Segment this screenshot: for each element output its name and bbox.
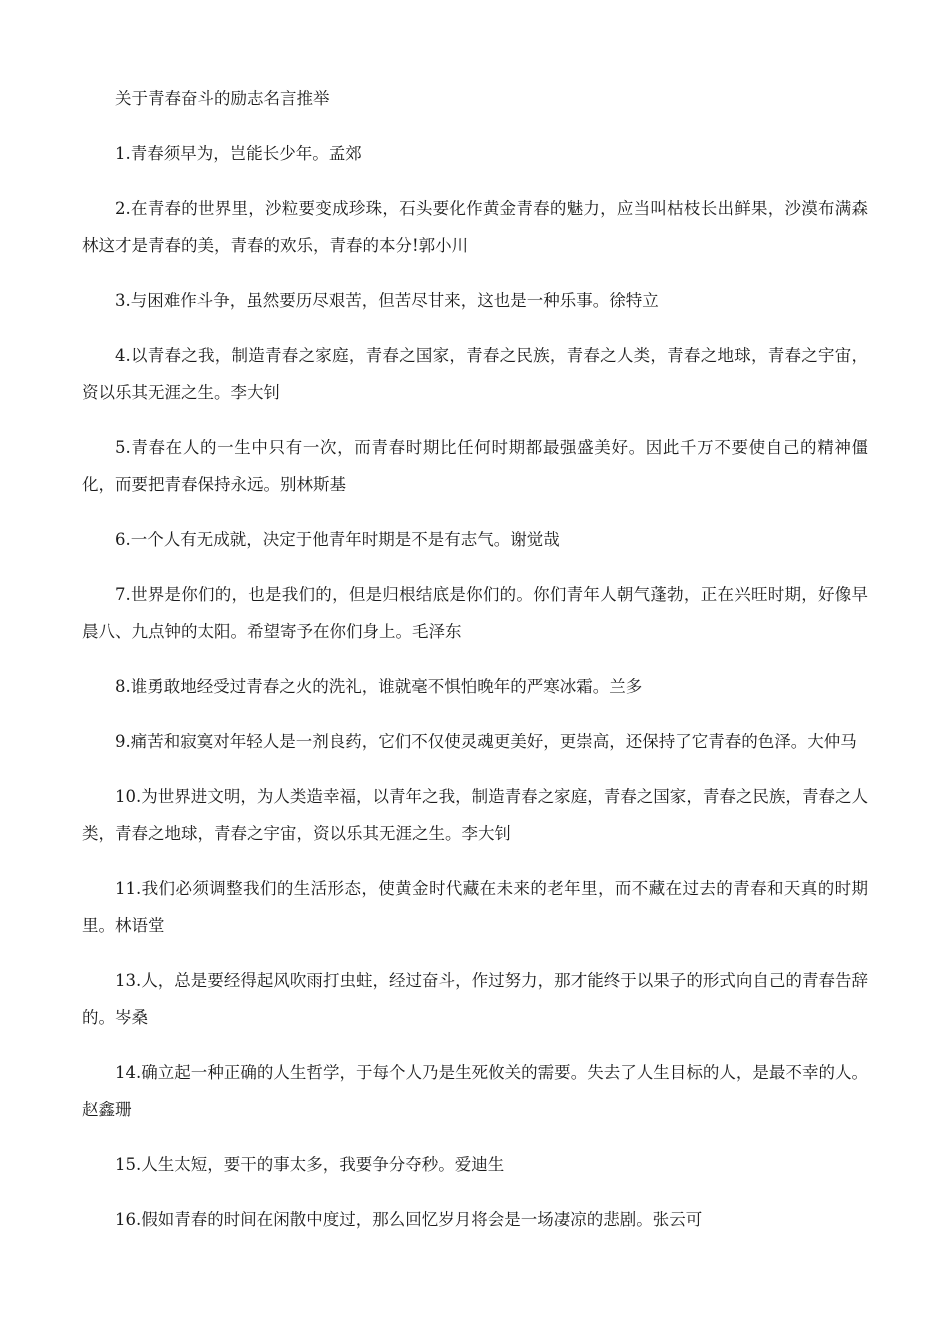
quote-9: 9.痛苦和寂寞对年轻人是一剂良药，它们不仅使灵魂更美好，更崇高，还保持了它青春的色泽。大仲马 bbox=[115, 732, 857, 751]
quote-7: 7.世界是你们的，也是我们的，但是归根结底是你们的。你们青年人朝气蓬勃，正在兴旺时期，好像早晨八、九点钟的太阳。希望寄予在你们身上。毛泽东 bbox=[82, 585, 868, 641]
quote-8: 8.谁勇敢地经受过青春之火的洗礼，谁就毫不惧怕晚年的严寒冰霜。兰多 bbox=[115, 677, 643, 696]
quote-6: 6.一个人有无成就，决定于他青年时期是不是有志气。谢觉哉 bbox=[115, 530, 560, 549]
quote-1: 1.青春须早为，岂能长少年。孟郊 bbox=[115, 144, 362, 163]
quote-14: 14.确立起一种正确的人生哲学，于每个人乃是生死攸关的需要。失去了人生目标的人，是最不幸的人。赵鑫珊 bbox=[82, 1063, 868, 1119]
quote-4: 4.以青春之我，制造青春之家庭，青春之国家，青春之民族，青春之人类，青春之地球，青春之宇宙，资以乐其无涯之生。李大钊 bbox=[82, 346, 868, 402]
document-body bbox=[82, 80, 868, 1256]
quote-11: 11.我们必须调整我们的生活形态，使黄金时代藏在未来的老年里，而不藏在过去的青春和天真的时期里。林语堂 bbox=[82, 879, 868, 935]
quote-10: 10.为世界进文明，为人类造幸福，以青年之我，制造青春之家庭，青春之国家，青春之民族，青春之人类，青春之地球，青春之宇宙，资以乐其无涯之生。李大钊 bbox=[82, 787, 868, 843]
quote-5: 5.青春在人的一生中只有一次，而青春时期比任何时期都最强盛美好。因此千万不要使自己的精神僵化，而要把青春保持永远。别林斯基 bbox=[82, 438, 868, 494]
quote-15: 15.人生太短，要干的事太多，我要争分夺秒。爱迪生 bbox=[115, 1155, 505, 1174]
quote-3: 3.与困难作斗争，虽然要历尽艰苦，但苦尽甘来，这也是一种乐事。徐特立 bbox=[115, 291, 659, 310]
quote-13: 13.人，总是要经得起风吹雨打虫蛀，经过奋斗，作过努力，那才能终于以果子的形式向自己的青春告辞的。岑桑 bbox=[82, 971, 868, 1027]
quote-2: 2.在青春的世界里，沙粒要变成珍珠，石头要化作黄金青春的魅力，应当叫枯枝长出鲜果，沙漠布满森林这才是青春的美，青春的欢乐，青春的本分!郭小川 bbox=[82, 199, 868, 255]
document-title: 关于青春奋斗的励志名言推举 bbox=[115, 89, 330, 108]
quote-16: 16.假如青春的时间在闲散中度过，那么回忆岁月将会是一场凄凉的悲剧。张云可 bbox=[115, 1210, 703, 1229]
